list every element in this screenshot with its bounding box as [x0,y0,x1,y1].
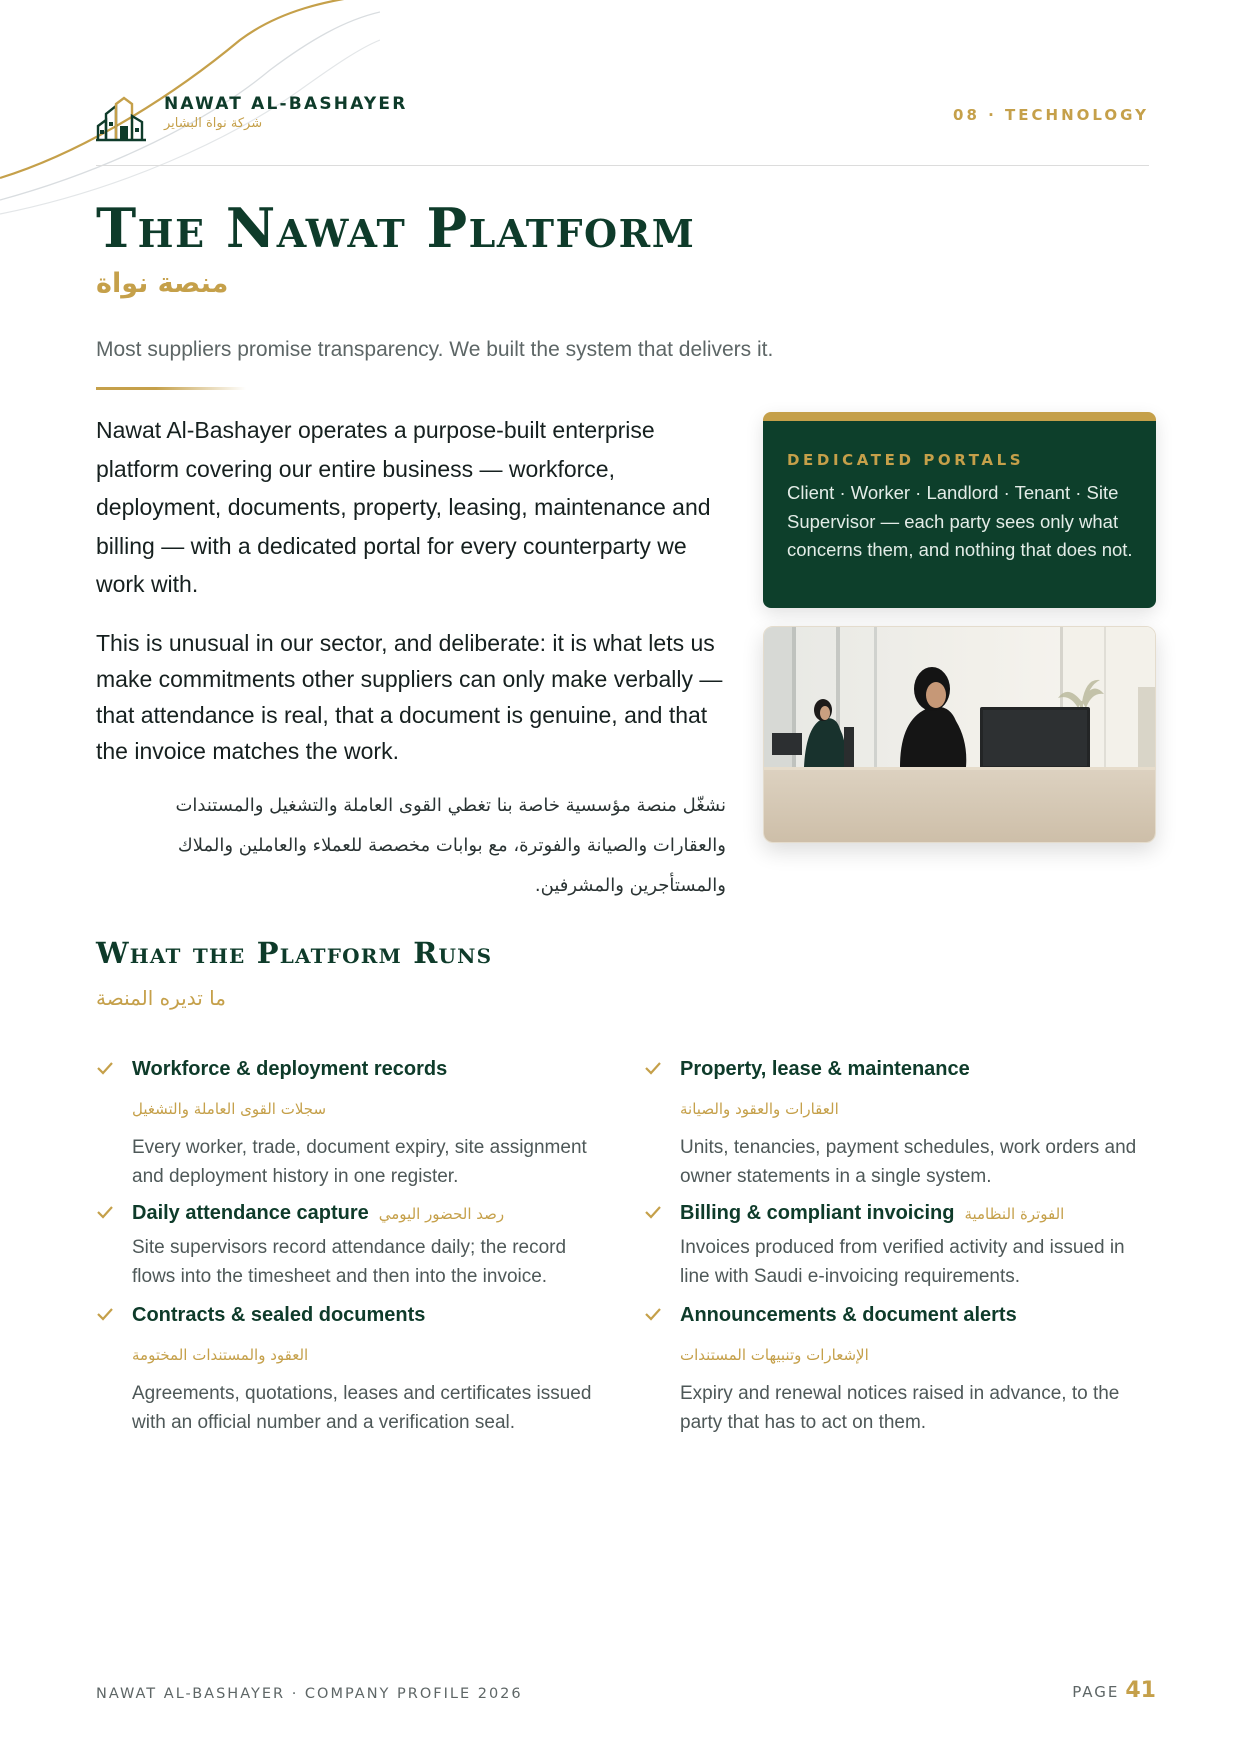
gold-divider [96,387,246,390]
page-number: 41 [1125,1678,1156,1703]
section-label: 08 · TECHNOLOGY [953,106,1149,124]
footer-page [1072,1678,1156,1703]
office-photo [763,626,1156,843]
feature-description: Every worker, trade, document expiry, site assignment and deployment history in one register. [132,1137,587,1187]
building-logo-icon [96,96,148,142]
checkmark-icon [96,1060,114,1076]
portal-card-title: DEDICATED PORTALS [787,451,1025,469]
checkmark-icon [644,1306,662,1322]
body-paragraph-2: This is unusual in our sector, and deliberate: it is what lets us make commitments other suppliers can only make verbally — that attendance is real, that a document is genuine, and that the invoice matches the work. [96,630,723,764]
portal-card-text: Client · Worker · Landlord · Tenant · Site Supervisor — each party sees only what concerns them, and nothing that does not. [787,482,1133,560]
section-heading: What the Platform Runs [96,936,493,970]
brand-name-arabic: شركة نواة البشاير [164,116,263,131]
feature-title-text: Daily attendance capture [132,1202,369,1224]
body-paragraph-1: Nawat Al-Bashayer operates a purpose-built enterprise platform covering our entire business — workforce, deployment, documents, property, leasing, maintenance and billing — with a dedicated portal for every counterparty we work with. [96,417,711,597]
feature-description: Units, tenancies, payment schedules, work orders and owner statements in a single system. [680,1137,1137,1187]
feature-description: Site supervisors record attendance daily; the record flows into the timesheet and then into the invoice. [132,1237,567,1287]
feature-title-arabic: رصد الحضور اليومي [378,1205,505,1223]
feature-title: Announcements & document alerts [680,1304,1017,1326]
page-label: PAGE [1072,1683,1120,1701]
feature-title: Workforce & deployment records [132,1058,448,1080]
page-title: The Nawat Platform [96,196,696,260]
intro-text: Most suppliers promise transparency. We built the system that delivers it. [96,338,774,361]
brand-name: NAWAT AL-BASHAYER [164,94,408,114]
feature-title-arabic: الإشعارات وتنبيهات المستندات [680,1346,869,1364]
feature-title-arabic: العقود والمستندات المختومة [132,1346,309,1364]
feature-title: Property, lease & maintenance [680,1058,970,1080]
feature-title-arabic: العقارات والعقود والصيانة [680,1100,839,1118]
feature-title [680,1202,1064,1225]
checkmark-icon [644,1204,662,1220]
body-paragraph-arabic: نشغّل منصة مؤسسية خاصة بنا تغطي القوى العاملة والتشغيل والمستندات والعقارات والصيانة والفوترة، مع بوابات مخصصة للعملاء والعاملين والملاك والمستأجرين والمشرفين. [175,795,726,896]
feature-description: Agreements, quotations, leases and certificates issued with an official number and a verification seal. [132,1383,592,1433]
footer-company: NAWAT AL-BASHAYER · COMPANY PROFILE 2026 [96,1686,523,1702]
dedicated-portals-card [763,412,1156,608]
feature-description: Expiry and renewal notices raised in advance, to the party that has to act on them. [680,1383,1120,1433]
feature-title [132,1202,504,1225]
checkmark-icon [644,1060,662,1076]
feature-title-arabic: سجلات القوى العاملة والتشغيل [132,1100,327,1118]
page-title-arabic: منصة نواة [96,268,229,299]
checkmark-icon [96,1306,114,1322]
page-header [96,92,1149,166]
feature-title: Contracts & sealed documents [132,1304,426,1326]
checkmark-icon [96,1204,114,1220]
feature-title-arabic: الفوترة النظامية [964,1205,1065,1223]
office-illustration [764,627,1156,843]
section-heading-arabic: ما تديره المنصة [96,986,226,1010]
feature-title-text: Billing & compliant invoicing [680,1202,955,1224]
feature-description: Invoices produced from verified activity and issued in line with Saudi e-invoicing requirements. [680,1237,1125,1287]
